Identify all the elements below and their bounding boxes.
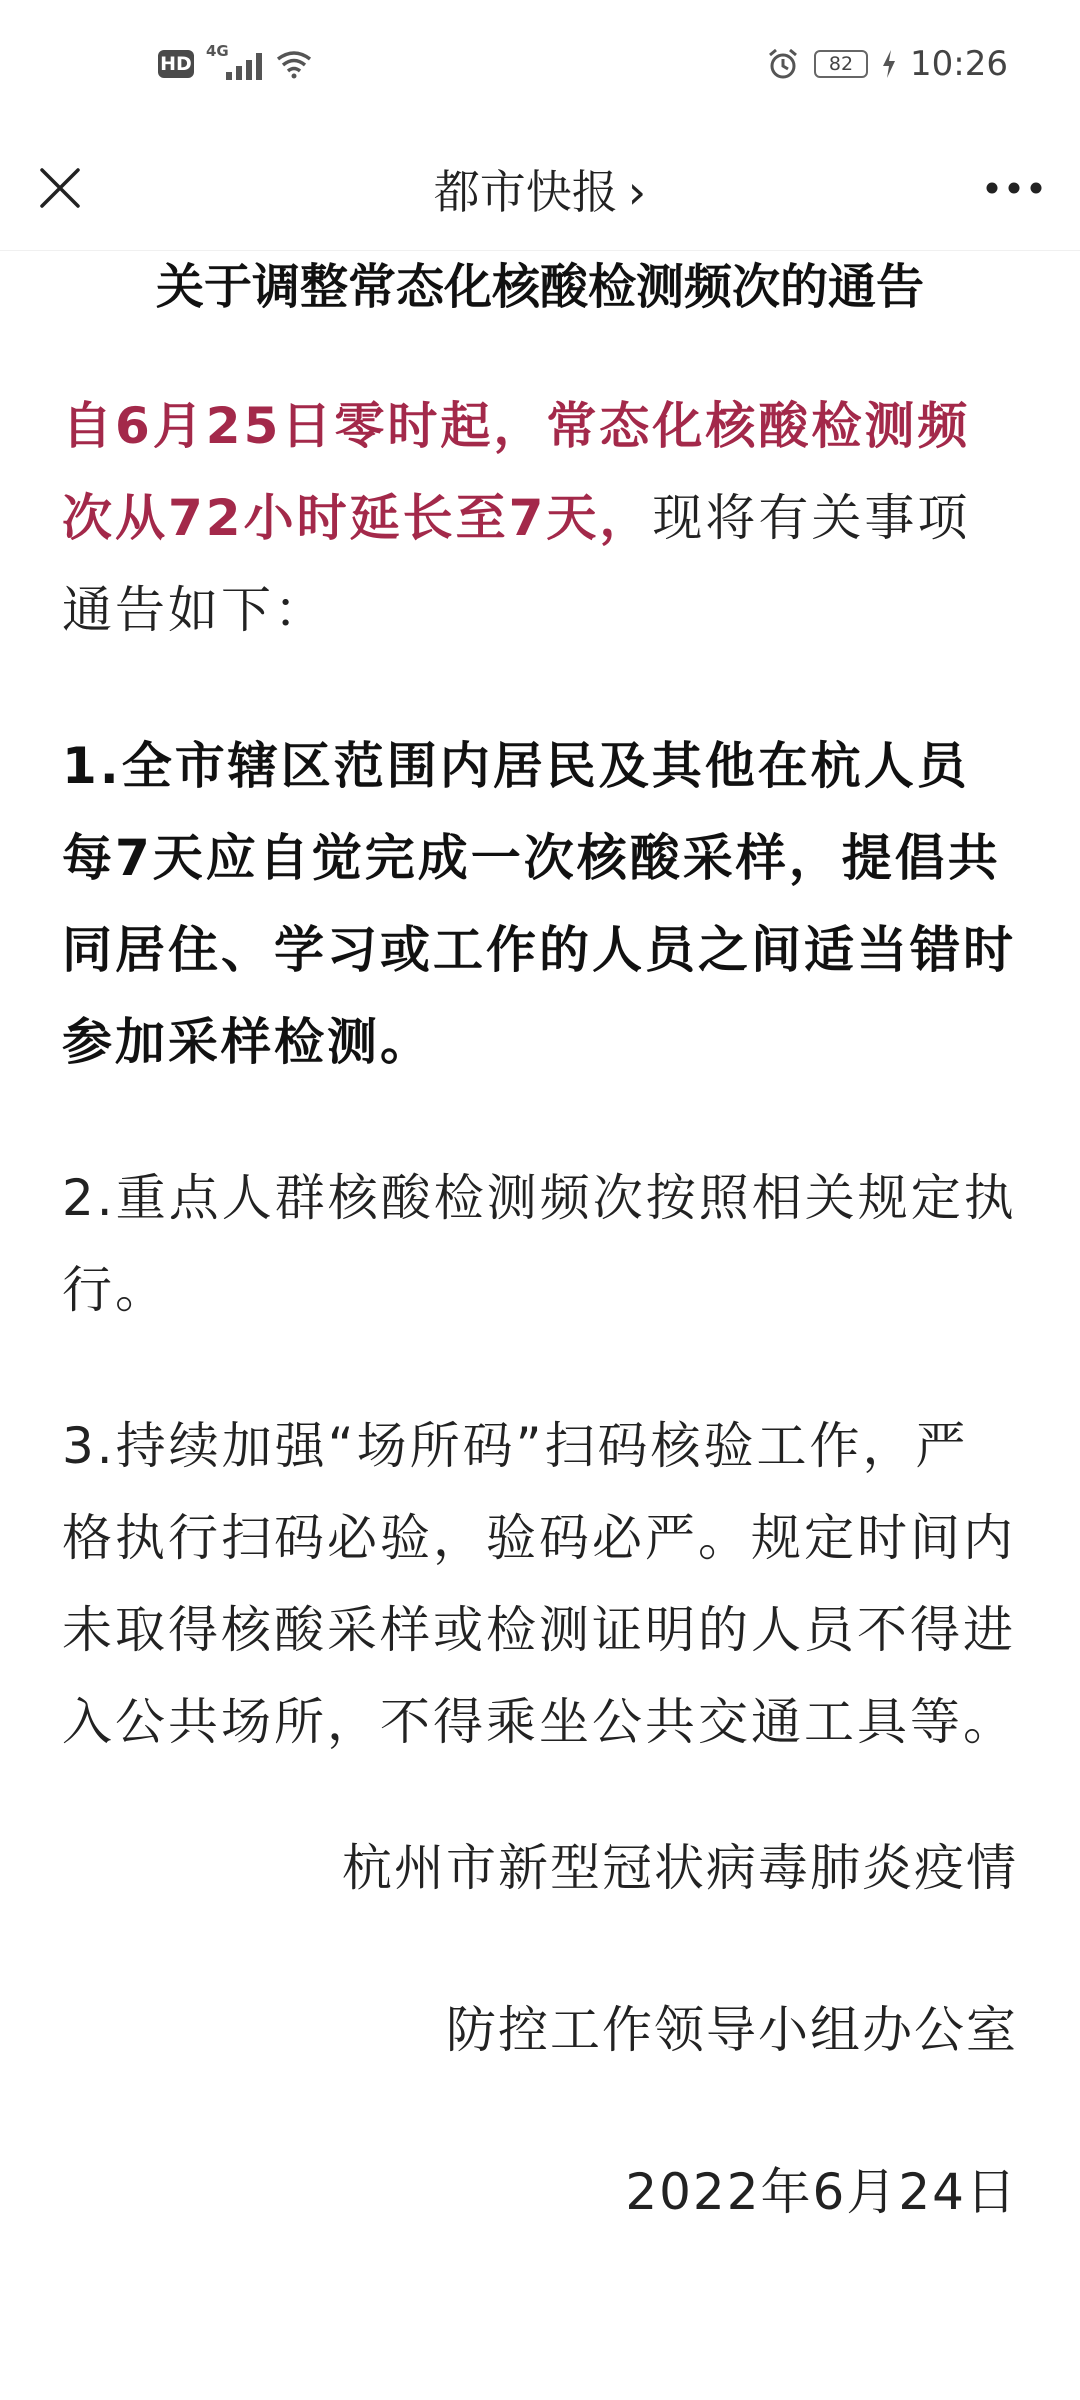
more-icon <box>984 181 1044 195</box>
intro-highlight: 自6月25日零时起，常态化核酸检测频次从72小时延长至7天， <box>62 397 971 547</box>
signature-line-1: 杭州市新型冠状病毒肺炎疫情 <box>342 1839 1018 1897</box>
charging-icon <box>882 50 896 78</box>
battery-icon: 82 <box>814 50 868 78</box>
account-name: 都市快报 <box>433 165 618 219</box>
wifi-icon <box>274 49 314 79</box>
intro-paragraph <box>62 380 1018 656</box>
nav-bar <box>0 140 1080 251</box>
article-title: 关于调整常态化核酸检测频次的通告 <box>155 259 924 315</box>
hd-icon: HD <box>158 50 194 78</box>
intro-rest: 现将有关事项通告如下： <box>62 489 971 639</box>
clock-time: 10:26 <box>910 44 1008 84</box>
alarm-icon <box>766 47 800 81</box>
status-left <box>158 42 314 80</box>
more-button[interactable] <box>982 166 1046 210</box>
chevron-right-icon: › <box>627 165 647 219</box>
account-title-link[interactable] <box>0 156 1080 222</box>
article-body <box>62 252 1018 2238</box>
status-bar <box>0 0 1080 140</box>
item-3: 3.持续加强“场所码”扫码核验工作，严格执行扫码必验，验码必严。规定时间内未取得核酸采样或检测证明的人员不得进入公共场所，不得乘坐公共交通工具等。 <box>62 1417 1016 1751</box>
item-1: 1.全市辖区范围内居民及其他在杭人员每7天应自觉完成一次核酸采样，提倡共同居住、学习或工作的人员之间适当错时参加采样检测。 <box>62 737 1016 1071</box>
network-type-label: 4G <box>206 42 229 60</box>
signal-icon <box>206 42 262 80</box>
item-2: 2.重点人群核酸检测频次按照相关规定执行。 <box>62 1169 1017 1319</box>
status-right <box>766 44 1008 84</box>
signature-line-2: 防控工作领导小组办公室 <box>446 2001 1018 2059</box>
notice-date: 2022年6月24日 <box>625 2163 1018 2221</box>
